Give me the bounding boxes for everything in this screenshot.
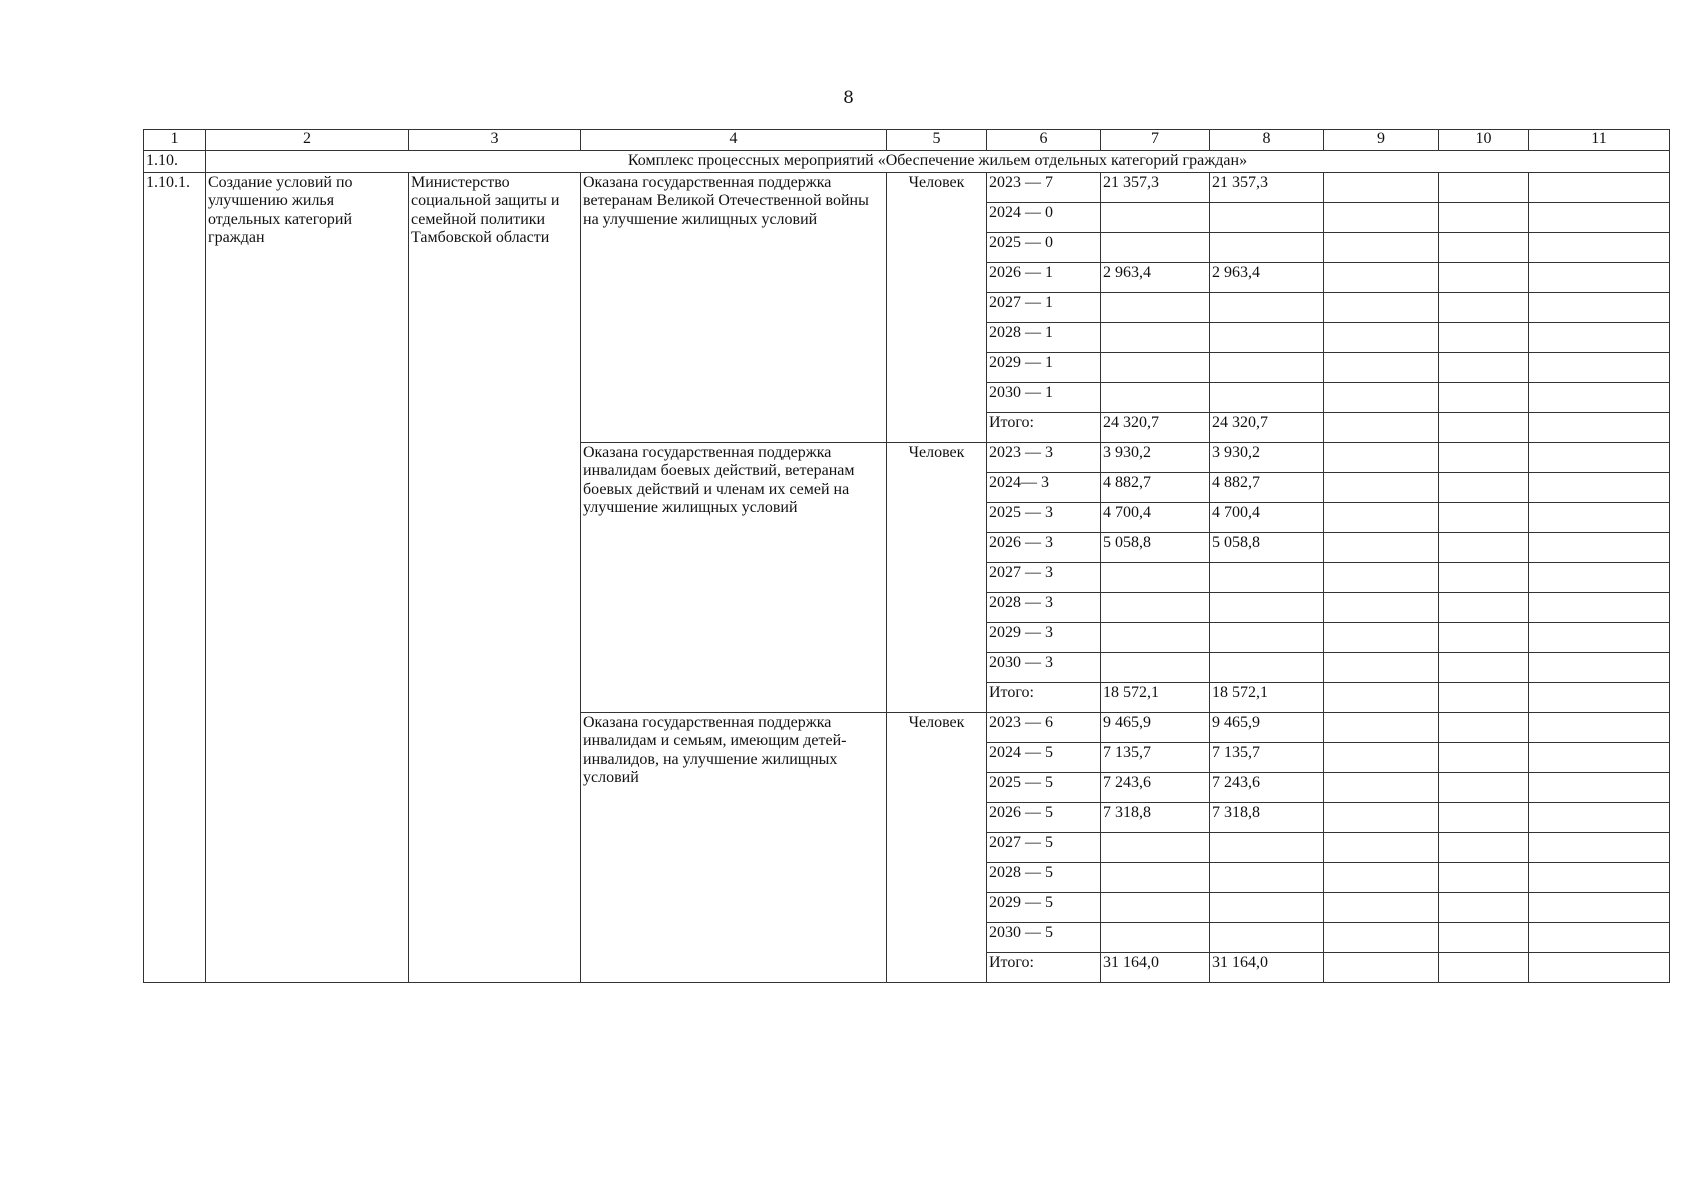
empty-col11-cell bbox=[1529, 413, 1670, 443]
empty-col10-cell bbox=[1439, 233, 1529, 263]
amount-col8-cell: 31 164,0 bbox=[1210, 953, 1324, 983]
amount-col7-cell bbox=[1101, 323, 1210, 353]
empty-col10-cell bbox=[1439, 863, 1529, 893]
empty-col10-cell bbox=[1439, 593, 1529, 623]
empty-col11-cell bbox=[1529, 203, 1670, 233]
column-header-5: 5 bbox=[887, 130, 987, 151]
empty-col11-cell bbox=[1529, 893, 1670, 923]
empty-col9-cell bbox=[1324, 503, 1439, 533]
amount-col8-cell: 4 700,4 bbox=[1210, 503, 1324, 533]
amount-col8-cell: 7 135,7 bbox=[1210, 743, 1324, 773]
column-header-7: 7 bbox=[1101, 130, 1210, 151]
item-executor: Министерство социальной защиты и семейной политики Тамбовской области bbox=[409, 173, 581, 983]
column-header-3: 3 bbox=[409, 130, 581, 151]
empty-col11-cell bbox=[1529, 263, 1670, 293]
empty-col11-cell bbox=[1529, 743, 1670, 773]
empty-col9-cell bbox=[1324, 803, 1439, 833]
amount-col7-cell bbox=[1101, 893, 1210, 923]
empty-col11-cell bbox=[1529, 503, 1670, 533]
empty-col11-cell bbox=[1529, 833, 1670, 863]
empty-col9-cell bbox=[1324, 293, 1439, 323]
empty-col10-cell bbox=[1439, 833, 1529, 863]
empty-col11-cell bbox=[1529, 653, 1670, 683]
empty-col11-cell bbox=[1529, 953, 1670, 983]
amount-col7-cell bbox=[1101, 353, 1210, 383]
amount-col7-cell: 4 700,4 bbox=[1101, 503, 1210, 533]
empty-col9-cell bbox=[1324, 473, 1439, 503]
amount-col7-cell: 4 882,7 bbox=[1101, 473, 1210, 503]
result-description: Оказана государственная поддержка инвалидам боевых действий, ветеранам боевых действий и членам их семей на улучшение жилищных условий bbox=[581, 443, 887, 713]
empty-col9-cell bbox=[1324, 863, 1439, 893]
amount-col7-cell bbox=[1101, 383, 1210, 413]
empty-col9-cell bbox=[1324, 533, 1439, 563]
empty-col10-cell bbox=[1439, 683, 1529, 713]
empty-col9-cell bbox=[1324, 413, 1439, 443]
empty-col9-cell bbox=[1324, 383, 1439, 413]
year-value-cell: 2026 — 3 bbox=[987, 533, 1101, 563]
page-number: 8 bbox=[843, 88, 854, 108]
empty-col11-cell bbox=[1529, 173, 1670, 203]
unit-cell: Человек bbox=[887, 173, 987, 443]
year-value-cell: 2027 — 5 bbox=[987, 833, 1101, 863]
amount-col8-cell bbox=[1210, 593, 1324, 623]
year-value-cell: Итого: bbox=[987, 683, 1101, 713]
empty-col9-cell bbox=[1324, 443, 1439, 473]
empty-col11-cell bbox=[1529, 233, 1670, 263]
amount-col8-cell: 9 465,9 bbox=[1210, 713, 1324, 743]
empty-col9-cell bbox=[1324, 233, 1439, 263]
empty-col10-cell bbox=[1439, 383, 1529, 413]
year-value-cell: 2026 — 5 bbox=[987, 803, 1101, 833]
amount-col8-cell: 5 058,8 bbox=[1210, 533, 1324, 563]
amount-col7-cell bbox=[1101, 203, 1210, 233]
empty-col11-cell bbox=[1529, 863, 1670, 893]
empty-col10-cell bbox=[1439, 323, 1529, 353]
empty-col10-cell bbox=[1439, 203, 1529, 233]
column-header-10: 10 bbox=[1439, 130, 1529, 151]
amount-col8-cell bbox=[1210, 863, 1324, 893]
empty-col11-cell bbox=[1529, 323, 1670, 353]
amount-col8-cell: 2 963,4 bbox=[1210, 263, 1324, 293]
empty-col10-cell bbox=[1439, 293, 1529, 323]
year-value-cell: 2028 — 1 bbox=[987, 323, 1101, 353]
amount-col8-cell bbox=[1210, 923, 1324, 953]
empty-col10-cell bbox=[1439, 503, 1529, 533]
empty-col9-cell bbox=[1324, 713, 1439, 743]
amount-col7-cell bbox=[1101, 623, 1210, 653]
column-header-1: 1 bbox=[144, 130, 206, 151]
empty-col10-cell bbox=[1439, 893, 1529, 923]
empty-col9-cell bbox=[1324, 953, 1439, 983]
amount-col7-cell bbox=[1101, 923, 1210, 953]
empty-col9-cell bbox=[1324, 833, 1439, 863]
year-value-cell: 2024 — 0 bbox=[987, 203, 1101, 233]
amount-col8-cell bbox=[1210, 893, 1324, 923]
result-description: Оказана государственная поддержка ветеранам Великой Отечественной войны на улучшение жилищных условий bbox=[581, 173, 887, 443]
empty-col10-cell bbox=[1439, 623, 1529, 653]
amount-col8-cell: 18 572,1 bbox=[1210, 683, 1324, 713]
empty-col11-cell bbox=[1529, 803, 1670, 833]
year-value-cell: 2027 — 1 bbox=[987, 293, 1101, 323]
empty-col11-cell bbox=[1529, 533, 1670, 563]
year-value-cell: 2029 — 1 bbox=[987, 353, 1101, 383]
amount-col7-cell: 3 930,2 bbox=[1101, 443, 1210, 473]
unit-cell: Человек bbox=[887, 713, 987, 983]
empty-col10-cell bbox=[1439, 443, 1529, 473]
empty-col11-cell bbox=[1529, 713, 1670, 743]
year-value-cell: Итого: bbox=[987, 413, 1101, 443]
empty-col9-cell bbox=[1324, 563, 1439, 593]
empty-col9-cell bbox=[1324, 773, 1439, 803]
empty-col10-cell bbox=[1439, 473, 1529, 503]
year-value-cell: 2029 — 5 bbox=[987, 893, 1101, 923]
empty-col10-cell bbox=[1439, 563, 1529, 593]
year-value-cell: 2027 — 3 bbox=[987, 563, 1101, 593]
column-header-6: 6 bbox=[987, 130, 1101, 151]
year-value-cell: 2024 — 5 bbox=[987, 743, 1101, 773]
empty-col10-cell bbox=[1439, 923, 1529, 953]
year-value-cell: 2025 — 5 bbox=[987, 773, 1101, 803]
year-value-cell: 2028 — 3 bbox=[987, 593, 1101, 623]
empty-col10-cell bbox=[1439, 653, 1529, 683]
amount-col7-cell bbox=[1101, 863, 1210, 893]
empty-col9-cell bbox=[1324, 653, 1439, 683]
year-value-cell: 2030 — 5 bbox=[987, 923, 1101, 953]
amount-col8-cell: 21 357,3 bbox=[1210, 173, 1324, 203]
amount-col8-cell bbox=[1210, 623, 1324, 653]
empty-col10-cell bbox=[1439, 713, 1529, 743]
empty-col10-cell bbox=[1439, 773, 1529, 803]
empty-col10-cell bbox=[1439, 263, 1529, 293]
amount-col8-cell: 7 243,6 bbox=[1210, 773, 1324, 803]
empty-col11-cell bbox=[1529, 623, 1670, 653]
empty-col9-cell bbox=[1324, 743, 1439, 773]
amount-col7-cell bbox=[1101, 593, 1210, 623]
empty-col10-cell bbox=[1439, 413, 1529, 443]
item-name: Создание условий по улучшению жилья отдельных категорий граждан bbox=[206, 173, 409, 983]
empty-col10-cell bbox=[1439, 173, 1529, 203]
amount-col8-cell bbox=[1210, 653, 1324, 683]
amount-col8-cell bbox=[1210, 353, 1324, 383]
item-code: 1.10.1. bbox=[144, 173, 206, 983]
table-row bbox=[144, 173, 1670, 203]
year-value-cell: 2030 — 1 bbox=[987, 383, 1101, 413]
empty-col11-cell bbox=[1529, 773, 1670, 803]
column-header-11: 11 bbox=[1529, 130, 1670, 151]
empty-col11-cell bbox=[1529, 923, 1670, 953]
year-value-cell: 2029 — 3 bbox=[987, 623, 1101, 653]
amount-col8-cell bbox=[1210, 833, 1324, 863]
amount-col7-cell bbox=[1101, 233, 1210, 263]
column-header-2: 2 bbox=[206, 130, 409, 151]
year-value-cell: 2028 — 5 bbox=[987, 863, 1101, 893]
amount-col7-cell: 7 135,7 bbox=[1101, 743, 1210, 773]
empty-col10-cell bbox=[1439, 533, 1529, 563]
amount-col7-cell: 18 572,1 bbox=[1101, 683, 1210, 713]
year-value-cell: 2023 — 3 bbox=[987, 443, 1101, 473]
amount-col7-cell: 21 357,3 bbox=[1101, 173, 1210, 203]
empty-col11-cell bbox=[1529, 383, 1670, 413]
empty-col11-cell bbox=[1529, 593, 1670, 623]
amount-col7-cell: 7 243,6 bbox=[1101, 773, 1210, 803]
amount-col8-cell: 24 320,7 bbox=[1210, 413, 1324, 443]
year-value-cell: 2025 — 0 bbox=[987, 233, 1101, 263]
year-value-cell: 2023 — 7 bbox=[987, 173, 1101, 203]
amount-col8-cell: 4 882,7 bbox=[1210, 473, 1324, 503]
section-code: 1.10. bbox=[144, 151, 206, 173]
amount-col7-cell: 31 164,0 bbox=[1101, 953, 1210, 983]
amount-col8-cell bbox=[1210, 563, 1324, 593]
empty-col11-cell bbox=[1529, 473, 1670, 503]
empty-col9-cell bbox=[1324, 923, 1439, 953]
unit-cell: Человек bbox=[887, 443, 987, 713]
amount-col7-cell: 24 320,7 bbox=[1101, 413, 1210, 443]
amount-col7-cell bbox=[1101, 653, 1210, 683]
amount-col8-cell bbox=[1210, 233, 1324, 263]
empty-col9-cell bbox=[1324, 683, 1439, 713]
program-table bbox=[143, 129, 1670, 983]
empty-col9-cell bbox=[1324, 623, 1439, 653]
empty-col10-cell bbox=[1439, 743, 1529, 773]
empty-col9-cell bbox=[1324, 263, 1439, 293]
year-value-cell: 2023 — 6 bbox=[987, 713, 1101, 743]
amount-col8-cell bbox=[1210, 323, 1324, 353]
empty-col11-cell bbox=[1529, 293, 1670, 323]
amount-col7-cell: 7 318,8 bbox=[1101, 803, 1210, 833]
amount-col7-cell bbox=[1101, 833, 1210, 863]
amount-col7-cell bbox=[1101, 293, 1210, 323]
year-value-cell: Итого: bbox=[987, 953, 1101, 983]
result-description: Оказана государственная поддержка инвалидам и семьям, имеющим детей-инвалидов, на улучшение жилищных условий bbox=[581, 713, 887, 983]
amount-col7-cell: 9 465,9 bbox=[1101, 713, 1210, 743]
empty-col11-cell bbox=[1529, 443, 1670, 473]
empty-col9-cell bbox=[1324, 173, 1439, 203]
amount-col8-cell bbox=[1210, 203, 1324, 233]
empty-col9-cell bbox=[1324, 323, 1439, 353]
amount-col7-cell: 2 963,4 bbox=[1101, 263, 1210, 293]
empty-col10-cell bbox=[1439, 353, 1529, 383]
year-value-cell: 2025 — 3 bbox=[987, 503, 1101, 533]
amount-col8-cell bbox=[1210, 293, 1324, 323]
empty-col11-cell bbox=[1529, 683, 1670, 713]
empty-col11-cell bbox=[1529, 353, 1670, 383]
column-number-row bbox=[144, 130, 1670, 151]
empty-col9-cell bbox=[1324, 593, 1439, 623]
empty-col11-cell bbox=[1529, 563, 1670, 593]
empty-col10-cell bbox=[1439, 953, 1529, 983]
section-row bbox=[144, 151, 1670, 173]
amount-col8-cell: 7 318,8 bbox=[1210, 803, 1324, 833]
empty-col9-cell bbox=[1324, 353, 1439, 383]
amount-col7-cell: 5 058,8 bbox=[1101, 533, 1210, 563]
amount-col7-cell bbox=[1101, 563, 1210, 593]
empty-col9-cell bbox=[1324, 893, 1439, 923]
column-header-4: 4 bbox=[581, 130, 887, 151]
section-title: Комплекс процессных мероприятий «Обеспечение жильем отдельных категорий граждан» bbox=[206, 151, 1670, 173]
column-header-9: 9 bbox=[1324, 130, 1439, 151]
empty-col10-cell bbox=[1439, 803, 1529, 833]
year-value-cell: 2026 — 1 bbox=[987, 263, 1101, 293]
year-value-cell: 2024— 3 bbox=[987, 473, 1101, 503]
empty-col9-cell bbox=[1324, 203, 1439, 233]
column-header-8: 8 bbox=[1210, 130, 1324, 151]
year-value-cell: 2030 — 3 bbox=[987, 653, 1101, 683]
amount-col8-cell: 3 930,2 bbox=[1210, 443, 1324, 473]
amount-col8-cell bbox=[1210, 383, 1324, 413]
